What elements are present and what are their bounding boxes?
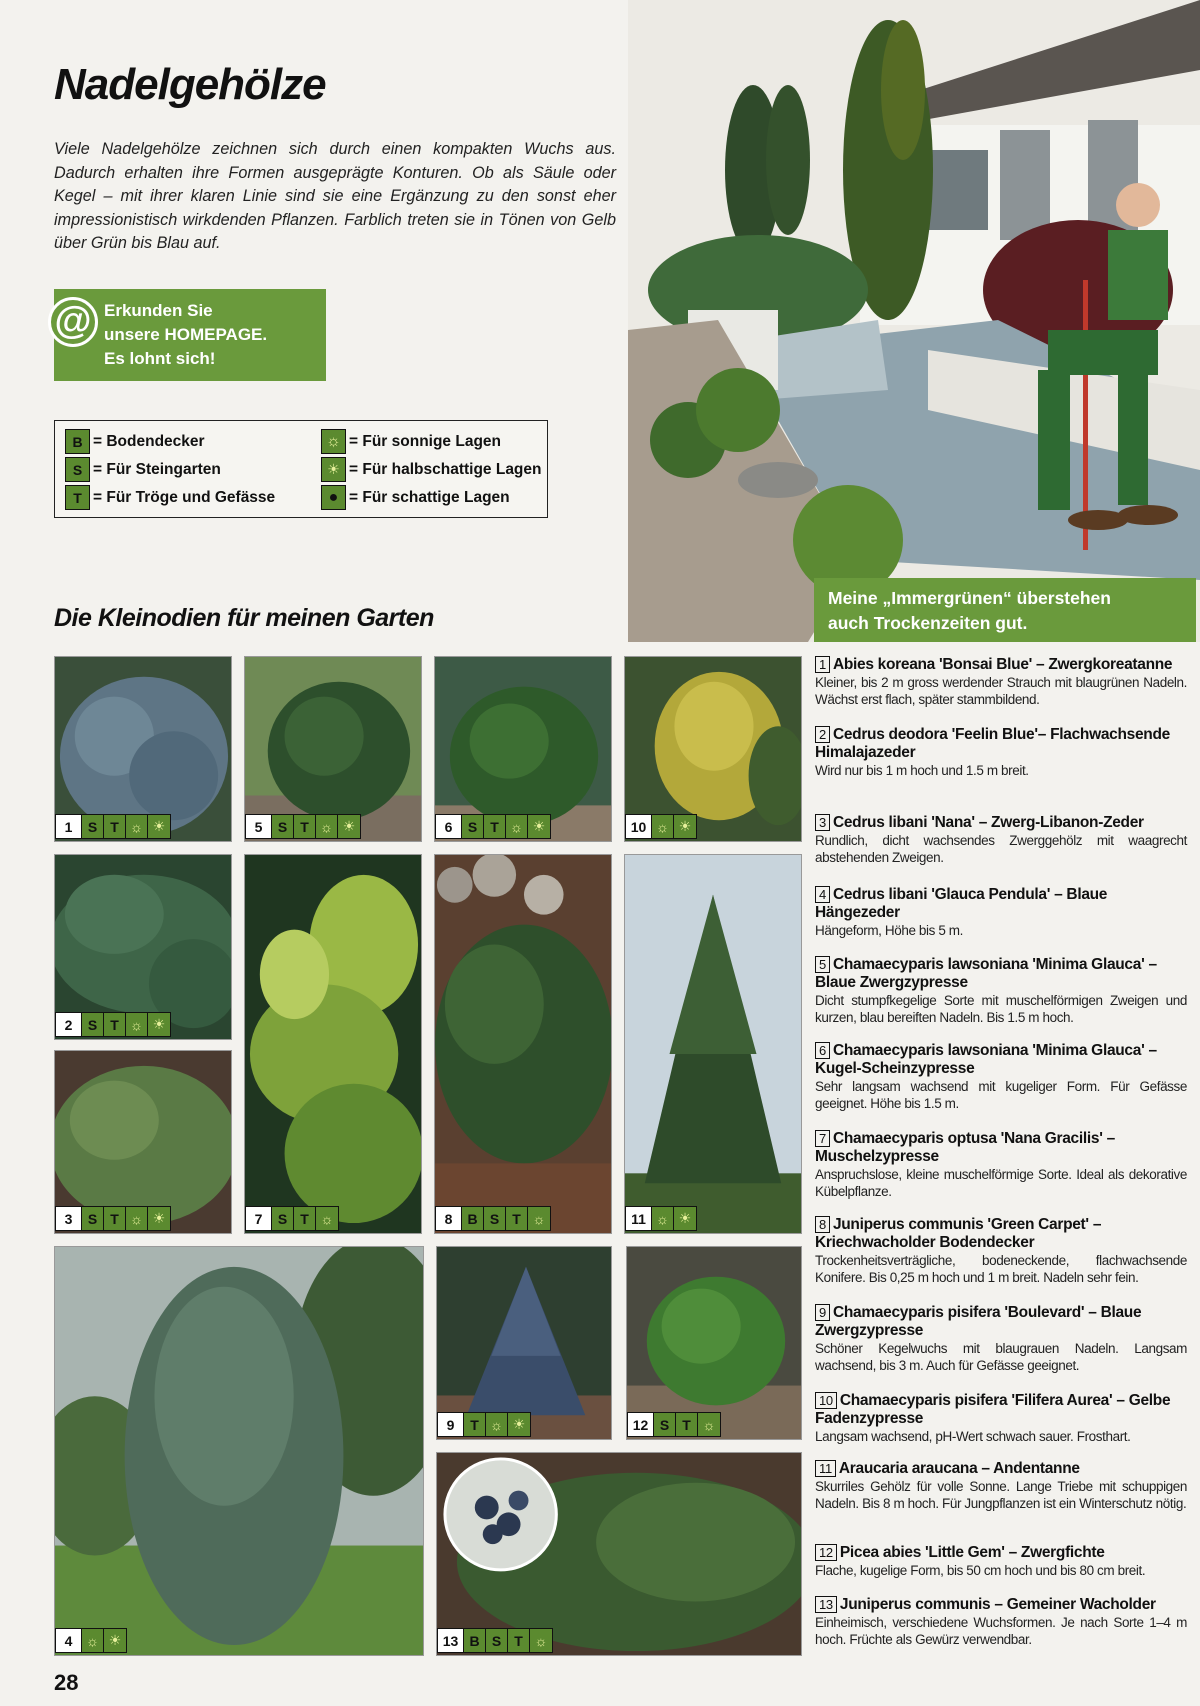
tile-badge xyxy=(625,814,697,839)
homepage-line-1: Erkunden Sie xyxy=(104,301,213,320)
plant-name: Chamaecyparis pisifera 'Boulevard' – Blaue Zwergzypresse xyxy=(815,1304,1142,1339)
sun-icon: ☼ xyxy=(126,1207,148,1230)
tile-number: 11 xyxy=(626,1207,652,1230)
code-t: T xyxy=(506,1207,528,1230)
legend-item-schattig xyxy=(321,485,510,510)
plant-description xyxy=(815,656,1187,708)
plant-description xyxy=(815,726,1187,779)
legend-item-sonnig xyxy=(321,429,501,454)
conifer-image xyxy=(55,1247,423,1655)
plant-name: Juniperus communis – Gemeiner Wacholder xyxy=(839,1596,1156,1613)
code-t: T xyxy=(464,1413,486,1436)
plant-description xyxy=(815,1130,1187,1200)
plant-photo-5[interactable] xyxy=(244,656,422,842)
plant-description xyxy=(815,1596,1187,1648)
half-shade-icon: ☀ xyxy=(678,818,692,834)
legend-symbol-b: B xyxy=(65,429,90,454)
item-number: 5 xyxy=(815,956,830,973)
page-number: 28 xyxy=(54,1670,79,1695)
code-t: T xyxy=(294,815,316,838)
tile-badge xyxy=(435,1206,551,1231)
sun-icon: ☼ xyxy=(316,815,338,838)
tile-number: 6 xyxy=(436,815,462,838)
conifer-image xyxy=(435,855,611,1233)
plant-description xyxy=(815,1460,1187,1512)
half-shade-icon: ☀ xyxy=(152,818,166,834)
tile-number: 7 xyxy=(246,1207,272,1230)
plant-description xyxy=(815,1216,1187,1286)
half-shade-icon: ☀ xyxy=(342,818,356,834)
sun-icon: ☼ xyxy=(82,1629,104,1652)
plant-name: Cedrus libani 'Glauca Pendula' – Blaue Hängezeder xyxy=(815,886,1108,921)
plant-description xyxy=(815,1392,1187,1445)
half-shade-icon: ☀ xyxy=(678,1210,692,1226)
legend-item-bodendecker xyxy=(65,429,205,454)
tile-number: 9 xyxy=(438,1413,464,1436)
tile-badge xyxy=(627,1412,721,1437)
sun-icon: ☼ xyxy=(321,429,346,454)
plant-photo-9[interactable] xyxy=(436,1246,612,1440)
code-s: S xyxy=(82,815,104,838)
item-number: 8 xyxy=(815,1216,830,1233)
half-shade-icon: ☀ xyxy=(512,1416,526,1432)
tile-number: 2 xyxy=(56,1013,82,1036)
plant-photo-8[interactable] xyxy=(434,854,612,1234)
symbol-legend xyxy=(54,420,548,518)
item-number: 7 xyxy=(815,1130,830,1147)
hero-caption-line-2: auch Trockenzeiten gut. xyxy=(828,613,1028,633)
homepage-line-3: Es lohnt sich! xyxy=(104,349,216,368)
code-s: S xyxy=(272,1207,294,1230)
tile-badge xyxy=(245,1206,339,1231)
page-title: Nadelgehölze xyxy=(54,60,326,109)
hero-caption-line-1: Meine „Immergrünen“ überstehen xyxy=(828,588,1111,608)
item-number: 3 xyxy=(815,814,830,831)
plant-name: Araucaria araucana – Andentanne xyxy=(838,1460,1080,1477)
plant-name: Chamaecyparis optusa 'Nana Gracilis' – Muschelzypresse xyxy=(815,1130,1115,1165)
code-b: B xyxy=(464,1629,486,1652)
sun-icon: ☼ xyxy=(532,1210,546,1227)
plant-text: Flache, kugelige Form, bis 50 cm hoch und bis 80 cm breit. xyxy=(815,1563,1146,1578)
conifer-image xyxy=(437,1453,801,1655)
plant-description xyxy=(815,1544,1187,1579)
plant-name: Cedrus deodora 'Feelin Blue'– Flachwachsende Himalajazeder xyxy=(815,726,1170,761)
homepage-promo-text xyxy=(104,299,267,371)
code-s: S xyxy=(654,1413,676,1436)
half-shade-icon: ☀ xyxy=(532,818,546,834)
item-number: 4 xyxy=(815,886,830,903)
item-number: 10 xyxy=(815,1392,837,1409)
plant-text: Wird nur bis 1 m hoch und 1.5 m breit. xyxy=(815,763,1029,778)
sun-icon: ☼ xyxy=(320,1210,334,1227)
code-b: B xyxy=(462,1207,484,1230)
code-t: T xyxy=(104,815,126,838)
at-sign-icon: @ xyxy=(48,297,98,347)
tile-badge xyxy=(55,1628,127,1653)
plant-photo-12[interactable] xyxy=(626,1246,802,1440)
tile-number: 13 xyxy=(438,1629,464,1652)
code-t: T xyxy=(104,1207,126,1230)
homepage-promo-box[interactable] xyxy=(54,289,326,381)
code-t: T xyxy=(294,1207,316,1230)
legend-label: = Für halbschattige Lagen xyxy=(349,460,542,478)
sun-icon: ☼ xyxy=(506,815,528,838)
plant-description xyxy=(815,886,1187,939)
plant-text: Einheimisch, verschiedene Wuchsformen. Je nach Sorte 1–4 m hoch. Früchte als Gewürz verwendbar. xyxy=(815,1615,1187,1647)
tile-badge xyxy=(55,1206,171,1231)
code-s: S xyxy=(486,1629,508,1652)
code-s: S xyxy=(82,1013,104,1036)
conifer-image xyxy=(437,1247,611,1439)
half-shade-icon: ☀ xyxy=(321,457,346,482)
item-number: 11 xyxy=(815,1460,836,1477)
sun-icon: ☼ xyxy=(486,1413,508,1436)
legend-symbol-s: S xyxy=(65,457,90,482)
plant-text: Langsam wachsend, pH-Wert schwach sauer. Frosthart. xyxy=(815,1429,1131,1444)
plant-photo-2[interactable] xyxy=(54,854,232,1040)
plant-text: Skurriles Gehölz für volle Sonne. Lange Triebe mit schuppigen Nadeln. Bis 8 m hoch. Für Jungpflanzen ist ein Winterschutz nötig. xyxy=(815,1479,1187,1511)
plant-name: Chamaecyparis lawsoniana 'Minima Glauca' – Kugel-Scheinzypresse xyxy=(815,1042,1157,1077)
hero-garden-photo xyxy=(628,0,1200,642)
tile-badge xyxy=(437,1628,553,1653)
plant-description xyxy=(815,814,1187,866)
conifer-image xyxy=(245,855,421,1233)
tile-number: 1 xyxy=(56,815,82,838)
legend-label: = Für Steingarten xyxy=(93,460,221,478)
plant-text: Anspruchslose, kleine muschelförmige Sorte. Ideal als dekorative Kübelpflanze. xyxy=(815,1167,1187,1199)
item-number: 13 xyxy=(815,1596,837,1613)
tile-number: 8 xyxy=(436,1207,462,1230)
tile-number: 10 xyxy=(626,815,652,838)
tile-badge xyxy=(625,1206,697,1231)
shade-icon: ● xyxy=(321,485,346,510)
plant-photo-3[interactable] xyxy=(54,1050,232,1234)
plant-photo-11[interactable] xyxy=(624,854,802,1234)
plant-name: Picea abies 'Little Gem' – Zwergfichte xyxy=(839,1544,1105,1561)
plant-name: Juniperus communis 'Green Carpet' – Kriechwacholder Bodendecker xyxy=(815,1216,1102,1251)
sun-icon: ☼ xyxy=(534,1632,548,1649)
hero-caption xyxy=(814,578,1196,642)
legend-label: = Für sonnige Lagen xyxy=(349,432,502,450)
plant-text: Schöner Kegelwuchs mit blaugrauen Nadeln. Langsam wachsend, bis 3 m. Auch für Gefässe geeignet. xyxy=(815,1341,1187,1373)
plant-photo-10[interactable] xyxy=(624,656,802,842)
plant-text: Rundlich, dicht wachsendes Zwerggehölz mit waagrecht abstehenden Zweigen. xyxy=(815,833,1187,865)
plant-photo-4[interactable] xyxy=(54,1246,424,1656)
intro-paragraph: Viele Nadelgehölze zeichnen sich durch einen kompakten Wuchs aus. Dadurch erhalten ihre Formen ausgeprägte Konturen. Ob als Säule oder Kegel – mit ihrer klaren Linie sind sie eine Ergänzung zu den sonst eher impressionistisch wirkdenden Pflanzen. Farblich treten sie in Tönen von Gelb über Grün bis Blau auf. xyxy=(54,140,616,252)
tile-number: 4 xyxy=(56,1629,82,1652)
legend-symbol-t: T xyxy=(65,485,90,510)
plant-text: Kleiner, bis 2 m gross werdender Strauch mit blaugrünen Nadeln. Wächst erst flach, später stammbildend. xyxy=(815,675,1187,707)
section-subtitle: Die Kleinodien für meinen Garten xyxy=(54,604,434,632)
legend-item-steingarten xyxy=(65,457,221,482)
conifer-image xyxy=(627,1247,801,1439)
code-s: S xyxy=(484,1207,506,1230)
plant-text: Trockenheitsverträgliche, bodeneckende, flachwachsende Konifere. Bis 0,25 m hoch und 1 m breit. Nadeln sehr fein. xyxy=(815,1253,1187,1285)
code-s: S xyxy=(462,815,484,838)
code-t: T xyxy=(484,815,506,838)
sun-icon: ☼ xyxy=(702,1416,716,1433)
code-t: T xyxy=(508,1629,530,1652)
half-shade-icon: ☀ xyxy=(152,1210,166,1226)
tile-badge xyxy=(245,814,361,839)
sun-icon: ☼ xyxy=(652,815,674,838)
plant-name: Chamaecyparis pisifera 'Filifera Aurea' – Gelbe Fadenzypresse xyxy=(815,1392,1171,1427)
plant-photo-13[interactable] xyxy=(436,1452,802,1656)
plant-text: Hängeform, Höhe bis 5 m. xyxy=(815,923,963,938)
tile-badge xyxy=(437,1412,531,1437)
tile-badge xyxy=(55,814,171,839)
half-shade-icon: ☀ xyxy=(152,1016,166,1032)
half-shade-icon: ☀ xyxy=(108,1632,122,1648)
legend-item-troege xyxy=(65,485,275,510)
legend-label: = Für Tröge und Gefässe xyxy=(93,488,276,506)
item-number: 12 xyxy=(815,1544,837,1561)
plant-description xyxy=(815,1042,1187,1112)
code-s: S xyxy=(82,1207,104,1230)
sun-icon: ☼ xyxy=(652,1207,674,1230)
item-number: 6 xyxy=(815,1042,830,1059)
tile-badge xyxy=(55,1012,171,1037)
tile-number: 3 xyxy=(56,1207,82,1230)
plant-name: Abies koreana 'Bonsai Blue' – Zwergkoreatanne xyxy=(832,656,1173,673)
plant-name: Cedrus libani 'Nana' – Zwerg-Libanon-Zeder xyxy=(832,814,1144,831)
item-number: 1 xyxy=(815,656,830,673)
plant-name: Chamaecyparis lawsoniana 'Minima Glauca' – Blaue Zwergzypresse xyxy=(815,956,1157,991)
conifer-image xyxy=(625,855,801,1233)
tile-number: 12 xyxy=(628,1413,654,1436)
code-t: T xyxy=(104,1013,126,1036)
plant-photo-1[interactable] xyxy=(54,656,232,842)
homepage-line-2: unsere HOMEPAGE. xyxy=(104,325,268,344)
legend-label: = Bodendecker xyxy=(93,432,205,450)
item-number: 2 xyxy=(815,726,830,743)
plant-photo-7[interactable] xyxy=(244,854,422,1234)
plant-description xyxy=(815,1304,1187,1374)
plant-text: Dicht stumpfkegelige Sorte mit muschelförmigen Zweigen und kurzen, blau bereiften Nadeln. Bis 1.5 m hoch. xyxy=(815,993,1187,1025)
sun-icon: ☼ xyxy=(126,1013,148,1036)
tile-number: 5 xyxy=(246,815,272,838)
plant-text: Sehr langsam wachsend mit kugeliger Form. Für Gefässe geeignet. Höhe bis 1.5 m. xyxy=(815,1079,1187,1111)
item-number: 9 xyxy=(815,1304,830,1321)
tile-badge xyxy=(435,814,551,839)
code-s: S xyxy=(272,815,294,838)
code-t: T xyxy=(676,1413,698,1436)
legend-label: = Für schattige Lagen xyxy=(349,488,510,506)
plant-photo-6[interactable] xyxy=(434,656,612,842)
plant-description xyxy=(815,956,1187,1026)
legend-item-halbschattig xyxy=(321,457,542,482)
sun-icon: ☼ xyxy=(126,815,148,838)
